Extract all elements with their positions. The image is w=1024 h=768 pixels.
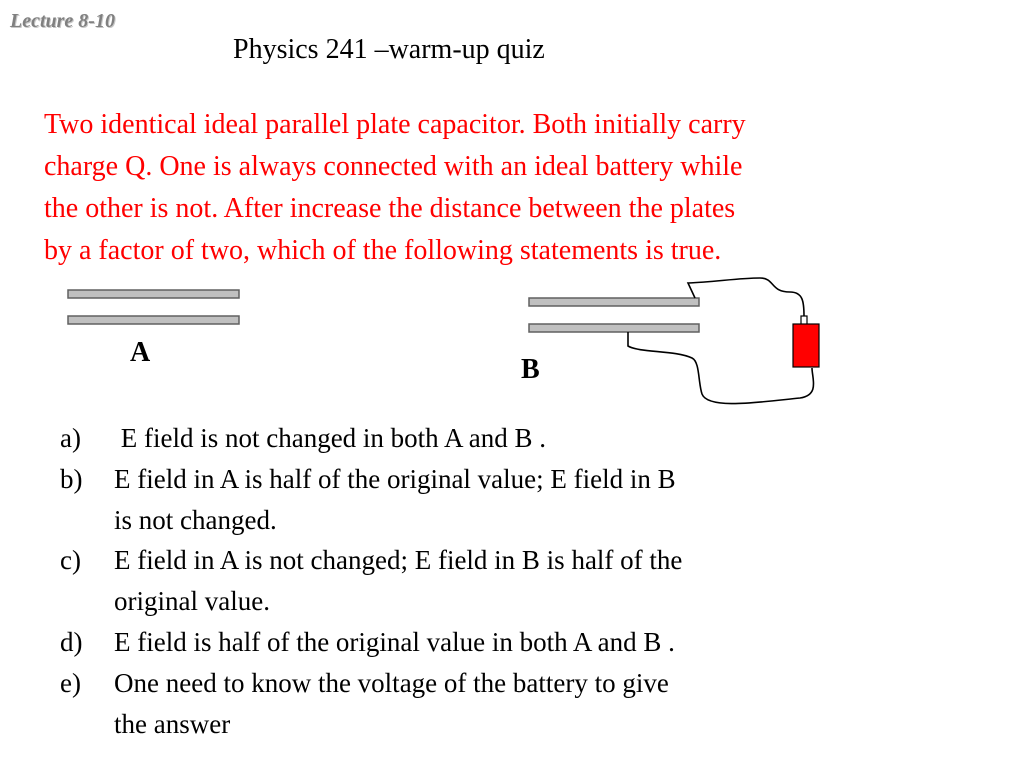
option-letter: a)	[60, 423, 81, 453]
question-line: the other is not. After increase the distance between the plates	[44, 193, 736, 224]
option-text: original value.	[114, 586, 270, 617]
capacitor-a-bottom-plate	[68, 316, 239, 324]
option-letter: e)	[60, 667, 81, 698]
option-c[interactable]	[60, 540, 860, 622]
option-letter: d)	[60, 626, 83, 657]
option-text: E field is half of the original value in both A and B .	[114, 626, 675, 657]
capacitor-a	[68, 290, 239, 324]
battery-body	[793, 324, 819, 367]
battery	[793, 316, 819, 367]
question-line: charge Q. One is always connected with an ideal battery while	[44, 151, 743, 182]
wire-top	[688, 278, 804, 316]
option-text: E field in A is half of the original value; E field in B	[114, 463, 676, 494]
capacitor-a-label: A	[130, 337, 151, 368]
capacitor-b-top-plate	[529, 298, 699, 306]
lecture-tag: Lecture 8-10	[10, 10, 115, 32]
battery-terminal	[801, 316, 807, 325]
option-e[interactable]	[60, 663, 860, 745]
option-text: the answer	[114, 708, 231, 739]
question-text	[44, 104, 974, 272]
capacitor-b-bottom-plate	[529, 324, 699, 332]
capacitor-b	[529, 298, 699, 332]
question-line: Two identical ideal parallel plate capacitor. Both initially carry	[44, 109, 746, 140]
question-line: by a factor of two, which of the following statements is true.	[44, 235, 722, 266]
page-title: Physics 241 –warm-up quiz	[233, 34, 545, 65]
capacitor-b-label: B	[521, 354, 540, 385]
option-letter: c)	[60, 545, 81, 576]
option-b[interactable]	[60, 459, 860, 541]
option-a[interactable]	[60, 418, 860, 459]
option-text: E field in A is not changed; E field in B is half of the	[114, 545, 683, 576]
option-letter: b)	[60, 463, 83, 494]
option-d[interactable]	[60, 622, 860, 663]
answer-options	[60, 418, 860, 744]
option-text: One need to know the voltage of the battery to give	[114, 667, 669, 698]
capacitor-a-top-plate	[68, 290, 239, 298]
wire-bottom	[628, 332, 814, 404]
option-text: E field is not changed in both A and B .	[114, 423, 546, 453]
option-text: is not changed.	[114, 504, 277, 535]
